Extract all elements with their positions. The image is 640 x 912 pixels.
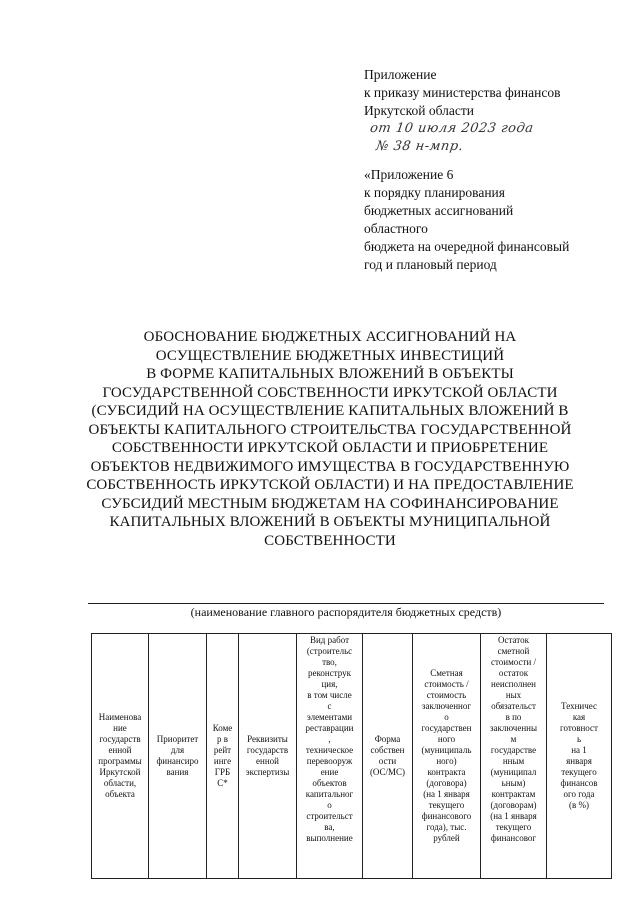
ref-line: областного: [364, 221, 428, 236]
header-line: января: [566, 756, 592, 766]
header-line: енной: [256, 756, 279, 766]
header-line: перевооруж: [306, 756, 353, 766]
header-line: обязательст: [491, 701, 536, 711]
header-line: заключенны: [490, 723, 537, 733]
header-line: неисполнен: [491, 679, 536, 689]
header-line: Приоритет: [156, 734, 199, 744]
header-line: техническое: [305, 745, 354, 755]
appendix-line: Приложение: [364, 67, 437, 82]
ref-line: бюджета на очередной финансовый: [364, 239, 570, 254]
header-line: ого года: [563, 789, 595, 799]
header-line: енной: [108, 745, 132, 755]
header-line: ного: [437, 734, 456, 744]
header-line: ,: [328, 734, 331, 744]
header-line: (договора): [426, 778, 467, 788]
header-line: Коме: [212, 723, 233, 733]
appendix-line: Иркутской области: [364, 103, 475, 118]
ref-line: «Приложение 6: [364, 167, 454, 182]
header-line: текущего: [428, 800, 465, 810]
header-line: рейт: [213, 745, 232, 755]
header-line: стоимость /: [424, 679, 469, 689]
header-line: экспертизы: [245, 767, 290, 777]
header-line: Наименова: [98, 712, 142, 722]
header-line: Иркутской: [99, 767, 141, 777]
header-line: финансовог: [490, 833, 537, 843]
column-header: [297, 634, 363, 879]
header-line: государствен: [421, 723, 472, 733]
header-line: ьным): [501, 778, 526, 788]
column-header: [207, 634, 239, 879]
header-line: инге: [213, 756, 232, 766]
header-line: ь: [576, 734, 582, 744]
header-line: (муниципаль: [421, 745, 472, 755]
header-line: Реквизиты: [247, 734, 288, 744]
header-line: государств: [246, 745, 289, 755]
header-line: (в %): [569, 800, 589, 810]
header-line: (строительс: [306, 646, 353, 656]
header-line: (договорам): [490, 800, 537, 810]
header-line: объекта: [105, 789, 135, 799]
name-underline: [88, 603, 604, 604]
header-line: реставрации: [305, 723, 354, 733]
header-line: стоимости /: [490, 657, 537, 667]
appendix-block: [364, 66, 634, 274]
header-line: финансового: [421, 811, 472, 821]
handwritten-number: № 38 н-мпр.: [375, 139, 465, 154]
column-header: [239, 634, 297, 879]
ref-line: к порядку планирования: [364, 185, 505, 200]
header-line: программы: [98, 756, 142, 766]
header-line: для: [170, 745, 185, 755]
header-line: контракта: [427, 767, 466, 777]
header-line: ГРБ: [214, 767, 231, 777]
title-line: ОБОСНОВАНИЕ БЮДЖЕТНЫХ АССИГНОВАНИЙ НА: [143, 329, 517, 345]
header-line: с: [327, 701, 332, 711]
header-line: Техничес: [561, 701, 597, 711]
title-line: ГОСУДАРСТВЕННОЙ СОБСТВЕННОСТИ ИРКУТСКОЙ ОБЛАСТИ: [102, 384, 558, 401]
header-line: ция,: [321, 679, 338, 689]
document-title: [60, 328, 600, 550]
header-line: года), тыс.: [426, 822, 467, 832]
column-header: [92, 634, 149, 879]
header-line: ного): [436, 756, 457, 766]
title-line: КАПИТАЛЬНЫХ ВЛОЖЕНИЙ В ОБЪЕКТЫ МУНИЦИПАЛЬНОЙ: [109, 514, 551, 530]
header-row: [92, 634, 612, 879]
header-line: С*: [217, 778, 228, 788]
title-line: ОСУЩЕСТВЛЕНИЕ БЮДЖЕТНЫХ ИНВЕСТИЦИЙ: [155, 347, 505, 364]
title-line: (СУБСИДИЙ НА ОСУЩЕСТВЛЕНИЕ КАПИТАЛЬНЫХ ВЛОЖЕНИЙ В: [91, 403, 569, 419]
header-table: [91, 633, 612, 879]
column-header: [149, 634, 207, 879]
header-line: ости: [378, 756, 397, 766]
header-line: в по: [505, 712, 522, 722]
handwritten-date: от 10 июля 2023 года: [369, 121, 535, 136]
header-line: (ОС/МС): [369, 767, 406, 777]
header-line: на 1: [571, 745, 587, 755]
header-line: заключенног: [421, 701, 472, 711]
header-line: кая: [572, 712, 586, 722]
header-line: ние: [113, 723, 127, 733]
header-line: Форма: [374, 734, 401, 744]
title-line: СОБСТВЕННОСТИ: [264, 532, 396, 549]
header-line: ение: [320, 767, 339, 777]
header-line: государстве: [490, 745, 537, 755]
header-line: р в: [217, 734, 228, 744]
header-line: элементами: [306, 712, 353, 722]
header-line: о: [444, 712, 449, 722]
column-header: [481, 634, 547, 879]
header-line: области,: [103, 778, 137, 788]
header-line: м: [510, 734, 517, 744]
header-line: ва,: [324, 822, 335, 832]
header-line: о: [327, 800, 332, 810]
header-line: финансов: [560, 778, 598, 788]
header-line: выполнение: [306, 833, 353, 843]
header-line: (муниципал: [490, 767, 537, 777]
header-line: вания: [166, 767, 189, 777]
header-line: (на 1 января: [490, 811, 537, 821]
header-line: строительст: [306, 811, 353, 821]
header-line: капитальног: [305, 789, 354, 799]
header-line: стоимость: [426, 690, 467, 700]
header-line: в том числе: [307, 690, 352, 700]
title-line: СОБСТВЕННОСТИ ИРКУТСКОЙ ОБЛАСТИ И ПРИОБРЕТЕНИЕ: [111, 440, 549, 456]
header-line: реконструк: [307, 668, 352, 678]
header-line: Сметная: [430, 668, 463, 678]
ref-line: год и плановый период: [364, 257, 497, 272]
column-header: [413, 634, 481, 879]
title-line: ОБЪЕКТЫ КАПИТАЛЬНОГО СТРОИТЕЛЬСТВА ГОСУДАРСТВЕННОЙ: [88, 421, 572, 438]
header-line: контрактам: [491, 789, 536, 799]
header-line: Остаток: [498, 635, 529, 645]
header-line: рублей: [433, 833, 460, 843]
field-caption: (наименование главного распорядителя бюджетных средств): [190, 605, 502, 619]
header-line: готовност: [560, 723, 598, 733]
title-line: В ФОРМЕ КАПИТАЛЬНЫХ ВЛОЖЕНИЙ В ОБЪЕКТЫ: [146, 366, 514, 382]
header-line: нным: [502, 756, 525, 766]
title-line: ОБЪЕКТОВ НЕДВИЖИМОГО ИМУЩЕСТВА В ГОСУДАРСТВЕННУЮ: [90, 458, 570, 475]
appendix-line: к приказу министерства финансов: [364, 85, 561, 100]
title-line: СУБСИДИЙ МЕСТНЫМ БЮДЖЕТАМ НА СОФИНАНСИРОВАНИЕ: [101, 495, 559, 512]
header-line: собствен: [370, 745, 405, 755]
header-line: сметной: [497, 646, 530, 656]
header-line: финансиро: [156, 756, 199, 766]
header-line: ных: [505, 690, 522, 700]
ref-line: бюджетных ассигнований: [364, 203, 514, 218]
header-line: (на 1 января: [423, 789, 470, 799]
header-line: государств: [99, 734, 141, 744]
header-line: остаток: [498, 668, 529, 678]
title-line: СОБСТВЕННОСТЬ ИРКУТСКОЙ ОБЛАСТИ) И НА ПРЕДОСТАВЛЕНИЕ: [86, 477, 574, 493]
header-line: объектов: [312, 778, 347, 788]
header-line: тво,: [322, 657, 337, 667]
header-line: текущего: [561, 767, 597, 777]
column-header: [363, 634, 413, 879]
header-line: текущего: [495, 822, 532, 832]
column-header: [547, 634, 612, 879]
header-line: Вид работ: [309, 635, 350, 645]
